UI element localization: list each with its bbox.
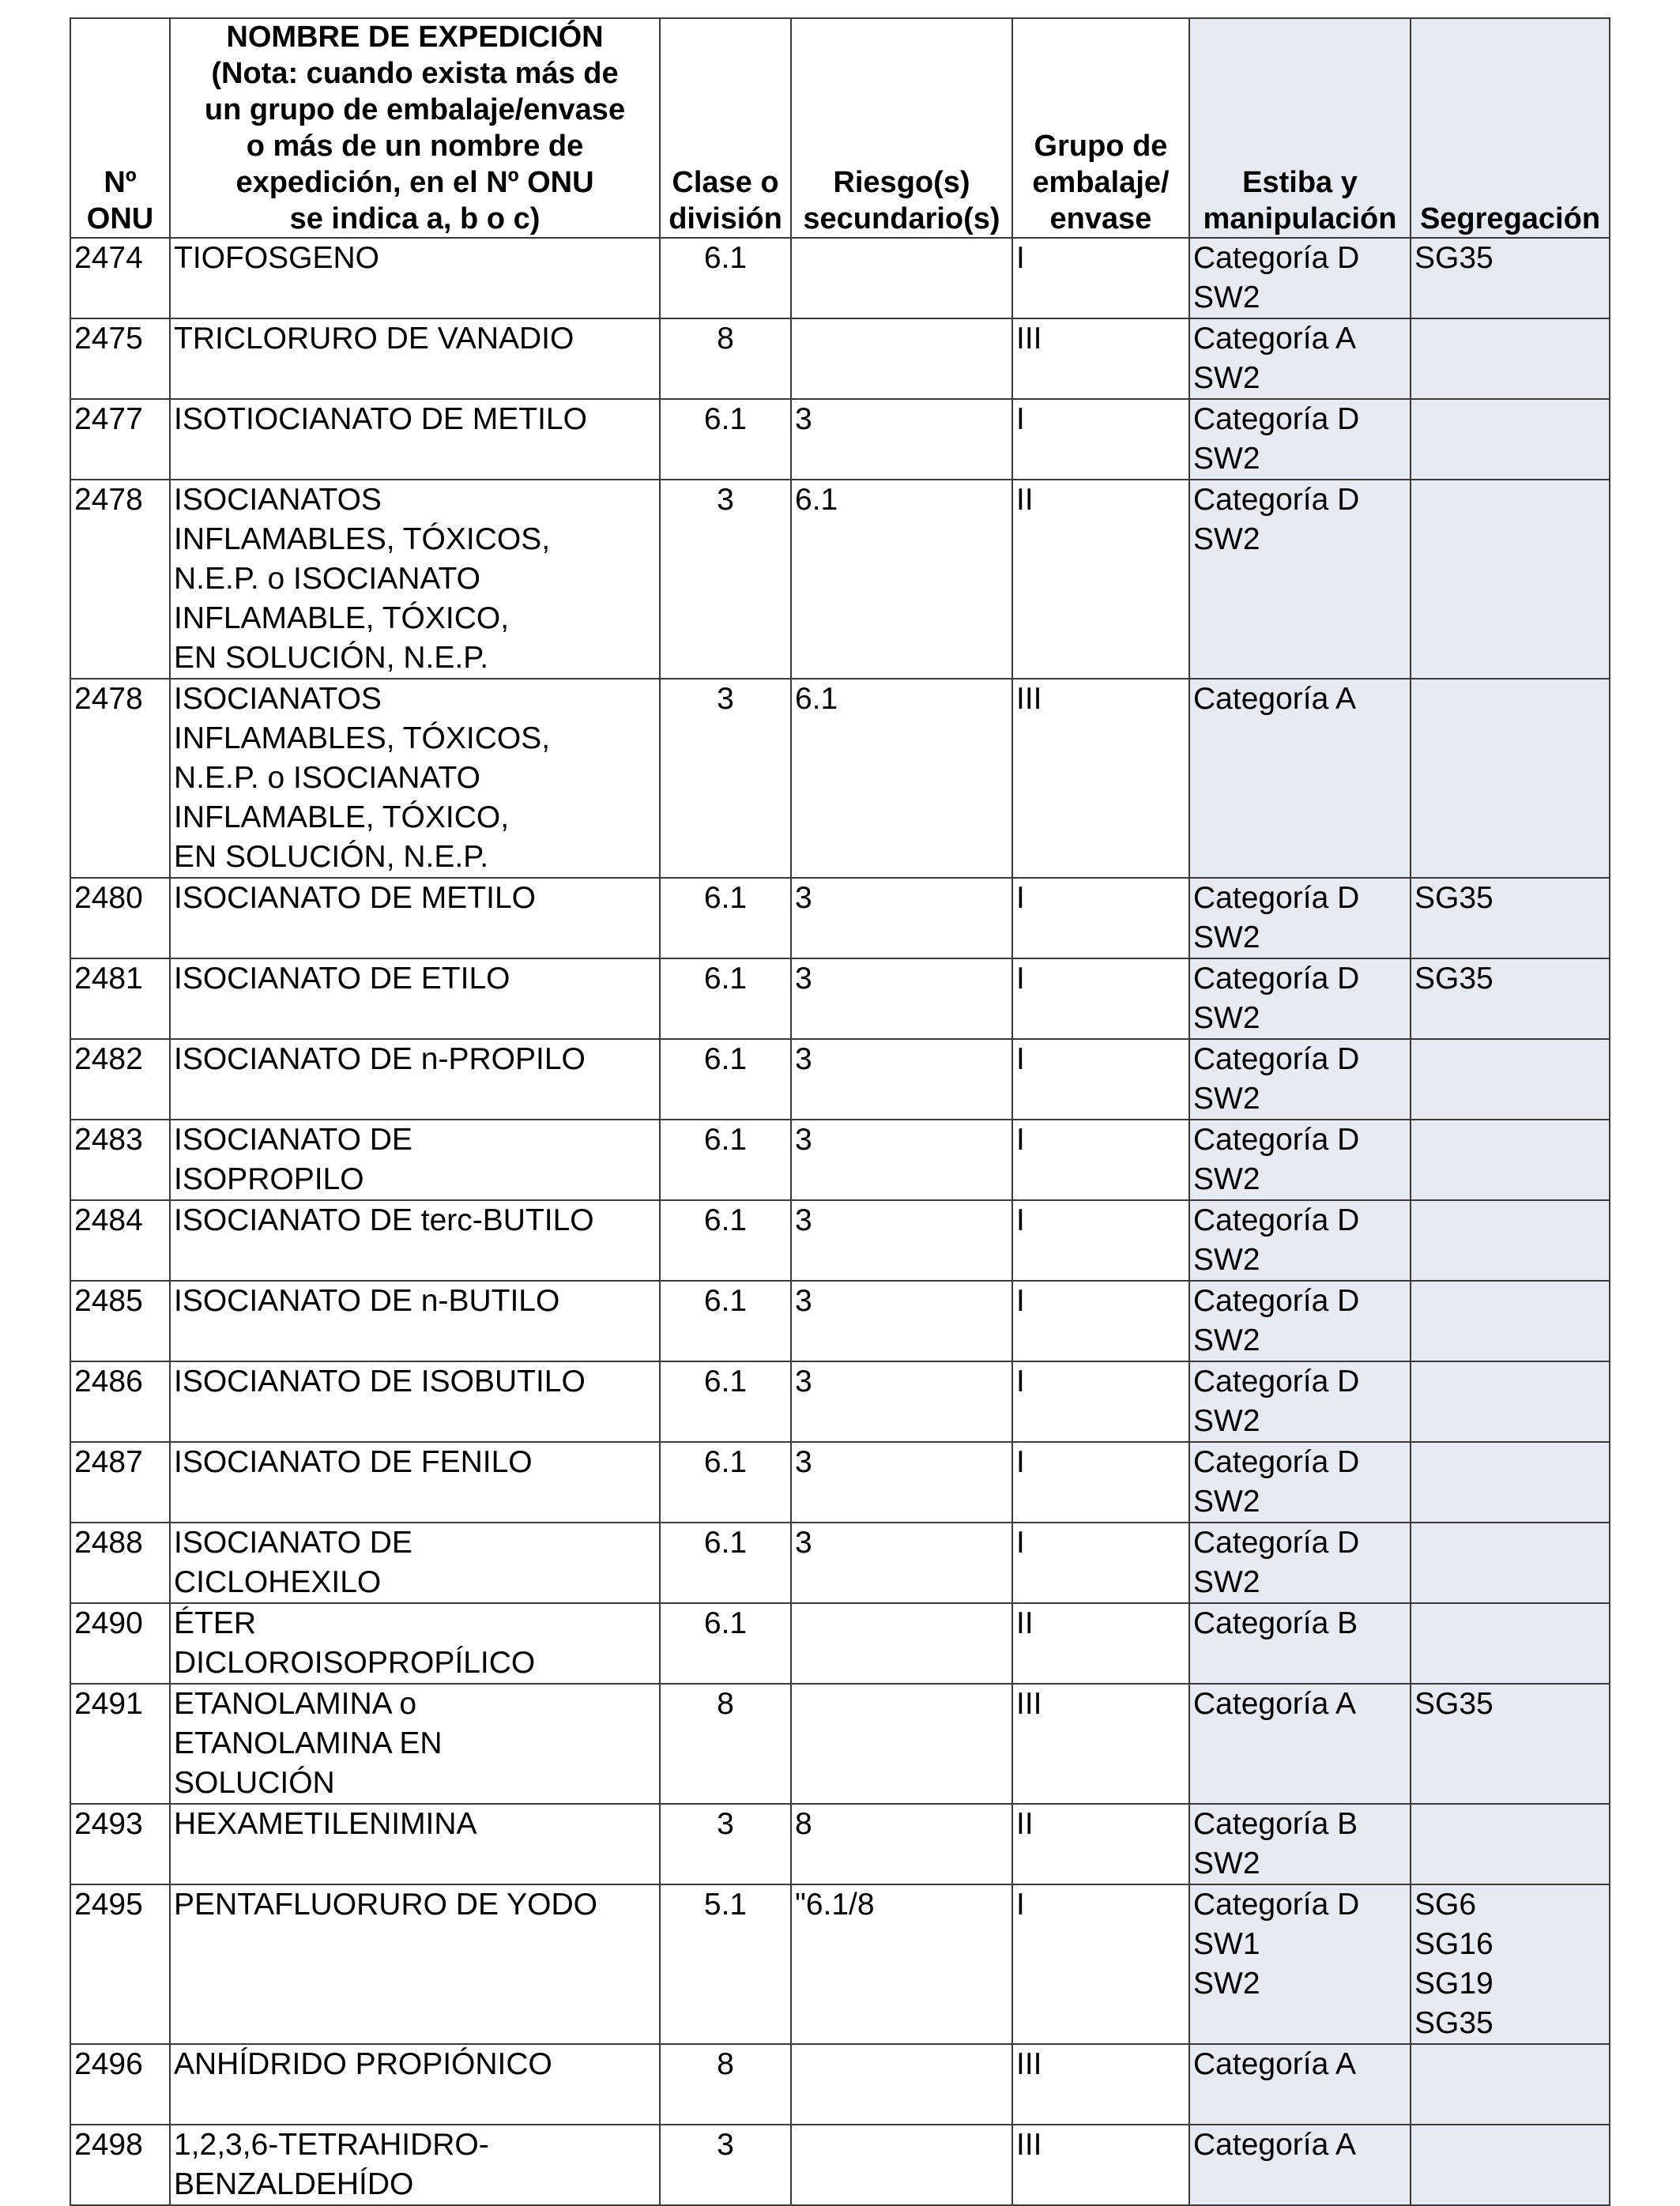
table-row xyxy=(70,1120,1610,1200)
table-row xyxy=(70,1804,1610,1884)
cell-onu: 2482 xyxy=(70,1039,170,1120)
cell-segregacion xyxy=(1411,1603,1610,1684)
dangerous-goods-table xyxy=(70,17,1610,2206)
cell-riesgo: 3 xyxy=(791,1281,1012,1361)
cell-onu: 2491 xyxy=(70,1684,170,1804)
cell-onu: 2493 xyxy=(70,1804,170,1884)
cell-estiba: Categoría D SW2 xyxy=(1189,958,1411,1039)
cell-onu: 2475 xyxy=(70,318,170,399)
cell-grupo: II xyxy=(1012,1804,1189,1884)
cell-riesgo: 3 xyxy=(791,1200,1012,1281)
cell-onu: 2481 xyxy=(70,958,170,1039)
cell-segregacion xyxy=(1411,679,1610,878)
table-row xyxy=(70,1684,1610,1804)
cell-name: ISOCIANATO DE ETILO xyxy=(170,958,660,1039)
cell-grupo: I xyxy=(1012,1523,1189,1603)
cell-estiba: Categoría D SW2 xyxy=(1189,1120,1411,1200)
cell-segregacion: SG35 xyxy=(1411,958,1610,1039)
table-row xyxy=(70,1603,1610,1684)
cell-name: ISOCIANATO DE ISOPROPILO xyxy=(170,1120,660,1200)
header-row xyxy=(70,18,1610,238)
cell-onu: 2478 xyxy=(70,480,170,679)
cell-onu: 2474 xyxy=(70,238,170,318)
table-row xyxy=(70,1523,1610,1603)
cell-grupo: II xyxy=(1012,480,1189,679)
table-row xyxy=(70,1442,1610,1523)
cell-name: TRICLORURO DE VANADIO xyxy=(170,318,660,399)
table-row xyxy=(70,318,1610,399)
cell-name: ISOTIOCIANATO DE METILO xyxy=(170,399,660,480)
cell-name: ISOCIANATO DE METILO xyxy=(170,878,660,958)
cell-segregacion xyxy=(1411,1804,1610,1884)
header-clase: Clase o división xyxy=(660,18,791,238)
cell-segregacion xyxy=(1411,1442,1610,1523)
cell-clase: 8 xyxy=(660,1684,791,1804)
cell-segregacion xyxy=(1411,1120,1610,1200)
cell-clase: 6.1 xyxy=(660,878,791,958)
cell-clase: 6.1 xyxy=(660,1200,791,1281)
header-estiba: Estiba y manipulación xyxy=(1189,18,1411,238)
cell-grupo: I xyxy=(1012,1120,1189,1200)
cell-riesgo: "6.1/8 xyxy=(791,1884,1012,2044)
cell-segregacion xyxy=(1411,2044,1610,2125)
cell-riesgo xyxy=(791,318,1012,399)
cell-riesgo: 3 xyxy=(791,878,1012,958)
cell-estiba: Categoría D SW2 xyxy=(1189,878,1411,958)
cell-grupo: III xyxy=(1012,2044,1189,2125)
cell-segregacion xyxy=(1411,399,1610,480)
cell-clase: 6.1 xyxy=(660,1442,791,1523)
cell-onu: 2490 xyxy=(70,1603,170,1684)
cell-name: ISOCIANATO DE CICLOHEXILO xyxy=(170,1523,660,1603)
cell-name: ISOCIANATO DE terc-BUTILO xyxy=(170,1200,660,1281)
cell-estiba: Categoría D SW2 xyxy=(1189,1281,1411,1361)
cell-clase: 6.1 xyxy=(660,238,791,318)
cell-name: TIOFOSGENO xyxy=(170,238,660,318)
cell-onu: 2495 xyxy=(70,1884,170,2044)
table-row xyxy=(70,480,1610,679)
cell-grupo: I xyxy=(1012,1361,1189,1442)
cell-estiba: Categoría B xyxy=(1189,1603,1411,1684)
cell-segregacion xyxy=(1411,318,1610,399)
cell-segregacion: SG35 xyxy=(1411,878,1610,958)
header-riesgo: Riesgo(s) secundario(s) xyxy=(791,18,1012,238)
header-segregacion: Segregación xyxy=(1411,18,1610,238)
cell-segregacion xyxy=(1411,1200,1610,1281)
cell-clase: 6.1 xyxy=(660,1281,791,1361)
cell-name: ISOCIANATO DE FENILO xyxy=(170,1442,660,1523)
table-row xyxy=(70,1361,1610,1442)
cell-grupo: I xyxy=(1012,1281,1189,1361)
header-grupo: Grupo de embalaje/ envase xyxy=(1012,18,1189,238)
cell-riesgo xyxy=(791,2125,1012,2205)
cell-onu: 2496 xyxy=(70,2044,170,2125)
cell-riesgo: 6.1 xyxy=(791,480,1012,679)
cell-clase: 6.1 xyxy=(660,1361,791,1442)
cell-name: ISOCIANATO DE ISOBUTILO xyxy=(170,1361,660,1442)
cell-grupo: I xyxy=(1012,1442,1189,1523)
cell-onu: 2477 xyxy=(70,399,170,480)
cell-estiba: Categoría A xyxy=(1189,1684,1411,1804)
cell-clase: 3 xyxy=(660,480,791,679)
cell-grupo: I xyxy=(1012,1200,1189,1281)
cell-riesgo: 3 xyxy=(791,1523,1012,1603)
table-row xyxy=(70,1200,1610,1281)
cell-clase: 3 xyxy=(660,2125,791,2205)
table-row xyxy=(70,238,1610,318)
cell-clase: 5.1 xyxy=(660,1884,791,2044)
cell-name: ISOCIANATO DE n-PROPILO xyxy=(170,1039,660,1120)
cell-estiba: Categoría D SW2 xyxy=(1189,1523,1411,1603)
table-row xyxy=(70,1884,1610,2044)
cell-clase: 6.1 xyxy=(660,1120,791,1200)
cell-estiba: Categoría D SW2 xyxy=(1189,1361,1411,1442)
cell-estiba: Categoría D SW2 xyxy=(1189,480,1411,679)
cell-segregacion xyxy=(1411,1523,1610,1603)
cell-estiba: Categoría B SW2 xyxy=(1189,1804,1411,1884)
cell-clase: 6.1 xyxy=(660,1039,791,1120)
cell-name: ANHÍDRIDO PROPIÓNICO xyxy=(170,2044,660,2125)
cell-riesgo: 3 xyxy=(791,399,1012,480)
cell-name: HEXAMETILENIMINA xyxy=(170,1804,660,1884)
table-row xyxy=(70,399,1610,480)
cell-riesgo: 3 xyxy=(791,1120,1012,1200)
cell-grupo: I xyxy=(1012,878,1189,958)
cell-onu: 2498 xyxy=(70,2125,170,2205)
cell-clase: 6.1 xyxy=(660,958,791,1039)
cell-estiba: Categoría A xyxy=(1189,2044,1411,2125)
cell-onu: 2483 xyxy=(70,1120,170,1200)
cell-estiba: Categoría D SW2 xyxy=(1189,1039,1411,1120)
cell-clase: 6.1 xyxy=(660,399,791,480)
table-row xyxy=(70,2044,1610,2125)
cell-segregacion xyxy=(1411,1281,1610,1361)
header-name: NOMBRE DE EXPEDICIÓN (Nota: cuando exista más de un grupo de embalaje/envase o más de un nombre de expedición, en el Nº ONU se indica a, b o c) xyxy=(170,18,660,238)
cell-grupo: I xyxy=(1012,238,1189,318)
cell-estiba: Categoría D SW1 SW2 xyxy=(1189,1884,1411,2044)
table-row xyxy=(70,958,1610,1039)
cell-segregacion xyxy=(1411,1039,1610,1120)
cell-clase: 3 xyxy=(660,679,791,878)
cell-clase: 8 xyxy=(660,2044,791,2125)
cell-estiba: Categoría A xyxy=(1189,679,1411,878)
cell-onu: 2487 xyxy=(70,1442,170,1523)
cell-grupo: III xyxy=(1012,1684,1189,1804)
cell-grupo: II xyxy=(1012,1603,1189,1684)
cell-riesgo: 8 xyxy=(791,1804,1012,1884)
cell-segregacion: SG6 SG16 SG19 SG35 xyxy=(1411,1884,1610,2044)
cell-clase: 6.1 xyxy=(660,1523,791,1603)
cell-grupo: I xyxy=(1012,399,1189,480)
cell-onu: 2485 xyxy=(70,1281,170,1361)
cell-onu: 2478 xyxy=(70,679,170,878)
cell-segregacion: SG35 xyxy=(1411,1684,1610,1804)
cell-riesgo: 6.1 xyxy=(791,679,1012,878)
cell-name: ÉTER DICLOROISOPROPÍLICO xyxy=(170,1603,660,1684)
cell-riesgo: 3 xyxy=(791,1361,1012,1442)
cell-grupo: III xyxy=(1012,318,1189,399)
cell-name: ISOCIANATOS INFLAMABLES, TÓXICOS, N.E.P. o ISOCIANATO INFLAMABLE, TÓXICO, EN SOLUCIÓN, N.E.P. xyxy=(170,679,660,878)
cell-name: ISOCIANATO DE n-BUTILO xyxy=(170,1281,660,1361)
cell-name: PENTAFLUORURO DE YODO xyxy=(170,1884,660,2044)
cell-segregacion xyxy=(1411,1361,1610,1442)
cell-grupo: III xyxy=(1012,2125,1189,2205)
table-row xyxy=(70,1281,1610,1361)
cell-riesgo: 3 xyxy=(791,1039,1012,1120)
cell-clase: 8 xyxy=(660,318,791,399)
cell-riesgo xyxy=(791,238,1012,318)
header-onu: Nº ONU xyxy=(70,18,170,238)
table-row xyxy=(70,878,1610,958)
table-row xyxy=(70,1039,1610,1120)
cell-segregacion: SG35 xyxy=(1411,238,1610,318)
table-row xyxy=(70,679,1610,878)
cell-grupo: I xyxy=(1012,1884,1189,2044)
cell-riesgo: 3 xyxy=(791,1442,1012,1523)
cell-onu: 2486 xyxy=(70,1361,170,1442)
cell-riesgo xyxy=(791,1603,1012,1684)
cell-estiba: Categoría D SW2 xyxy=(1189,1442,1411,1523)
cell-segregacion xyxy=(1411,480,1610,679)
cell-estiba: Categoría A SW2 xyxy=(1189,318,1411,399)
cell-segregacion xyxy=(1411,2125,1610,2205)
cell-riesgo xyxy=(791,1684,1012,1804)
cell-estiba: Categoría D SW2 xyxy=(1189,399,1411,480)
cell-onu: 2480 xyxy=(70,878,170,958)
cell-riesgo: 3 xyxy=(791,958,1012,1039)
table-body xyxy=(70,238,1610,2205)
cell-estiba: Categoría D SW2 xyxy=(1189,1200,1411,1281)
cell-onu: 2488 xyxy=(70,1523,170,1603)
table-row xyxy=(70,2125,1610,2205)
cell-clase: 6.1 xyxy=(660,1603,791,1684)
cell-estiba: Categoría A xyxy=(1189,2125,1411,2205)
cell-grupo: I xyxy=(1012,1039,1189,1120)
cell-onu: 2484 xyxy=(70,1200,170,1281)
cell-grupo: I xyxy=(1012,958,1189,1039)
cell-riesgo xyxy=(791,2044,1012,2125)
cell-name: ISOCIANATOS INFLAMABLES, TÓXICOS, N.E.P. o ISOCIANATO INFLAMABLE, TÓXICO, EN SOLUCIÓN, N.E.P. xyxy=(170,480,660,679)
cell-grupo: III xyxy=(1012,679,1189,878)
cell-clase: 3 xyxy=(660,1804,791,1884)
cell-estiba: Categoría D SW2 xyxy=(1189,238,1411,318)
cell-name: ETANOLAMINA o ETANOLAMINA EN SOLUCIÓN xyxy=(170,1684,660,1804)
cell-name: 1,2,3,6-TETRAHIDRO- BENZALDEHÍDO xyxy=(170,2125,660,2205)
